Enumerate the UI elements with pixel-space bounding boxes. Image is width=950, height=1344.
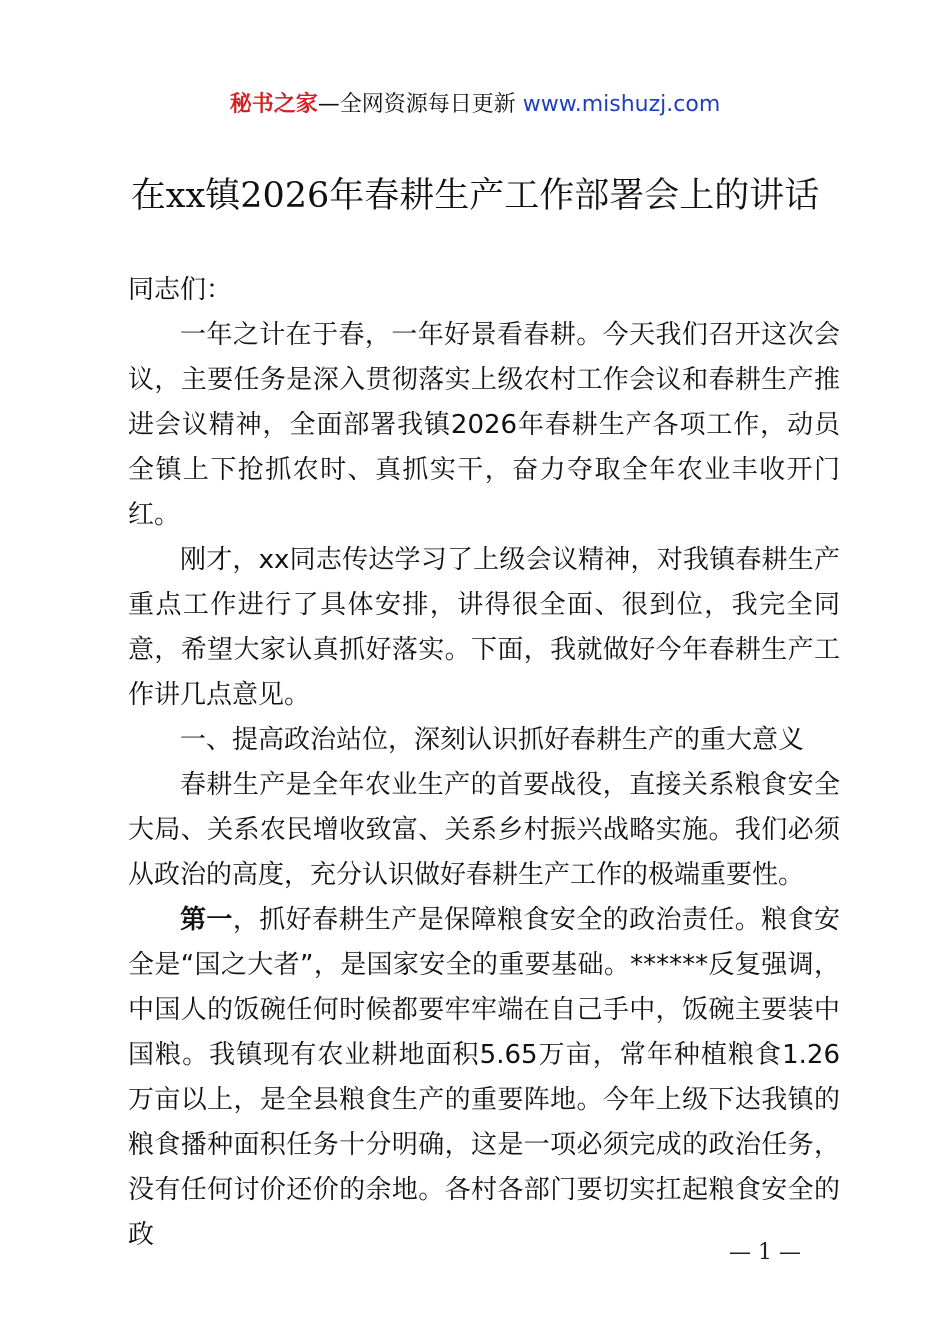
page-number: — 1 — xyxy=(729,1240,801,1265)
paragraph-4 xyxy=(128,898,840,1258)
paragraph-2: 刚才，xx同志传达学习了上级会议精神，对我镇春耕生产重点工作进行了具体安排，讲得很全面、很到位，我完全同意，希望大家认真抓好落实。下面，我就做好今年春耕生产工作讲几点意见。 xyxy=(128,545,840,710)
page-header xyxy=(0,88,950,122)
paragraph-3: 春耕生产是全年农业生产的首要战役，直接关系粮食安全大局、关系农民增收致富、关系乡村振兴战略实施。我们必须从政治的高度，充分认识做好春耕生产工作的极端重要性。 xyxy=(128,770,840,890)
section-heading-1: 一、提高政治站位，深刻认识抓好春耕生产的重大意义 xyxy=(180,725,805,755)
header-tagline: —全网资源每日更新 xyxy=(317,92,523,117)
brand-name: 秘书之家 xyxy=(229,92,318,117)
paragraph-4-lead: 第一 xyxy=(180,905,233,935)
paragraph-1: 一年之计在于春，一年好景看春耕。今天我们召开这次会议，主要任务是深入贯彻落实上级农村工作会议和春耕生产推进会议精神，全面部署我镇2026年春耕生产各项工作，动员全镇上下抢抓农时、真抓实干，奋力夺取全年农业丰收开门红。 xyxy=(128,320,840,530)
site-url-link[interactable]: www.mishuzj.com xyxy=(522,92,721,117)
salutation: 同志们： xyxy=(128,275,233,305)
document-title: 在xx镇2026年春耕生产工作部署会上的讲话 xyxy=(130,176,820,216)
document-body xyxy=(128,268,840,1258)
paragraph-4-text: ，抓好春耕生产是保障粮食安全的政治责任。粮食安全是“国之大者”，是国家安全的重要基础。******反复强调，中国人的饭碗任何时候都要牢牢端在自己手中，饭碗主要装中国粮。我镇现有农业耕地面积5.65万亩，常年种植粮食1.26万亩以上，是全县粮食生产的重要阵地。今年上级下达我镇的粮食播种面积任务十分明确，这是一项必须完成的政治任务，没有任何讨价还价的余地。各村各部门要切实扛起粮食安全的政 xyxy=(128,905,840,1250)
